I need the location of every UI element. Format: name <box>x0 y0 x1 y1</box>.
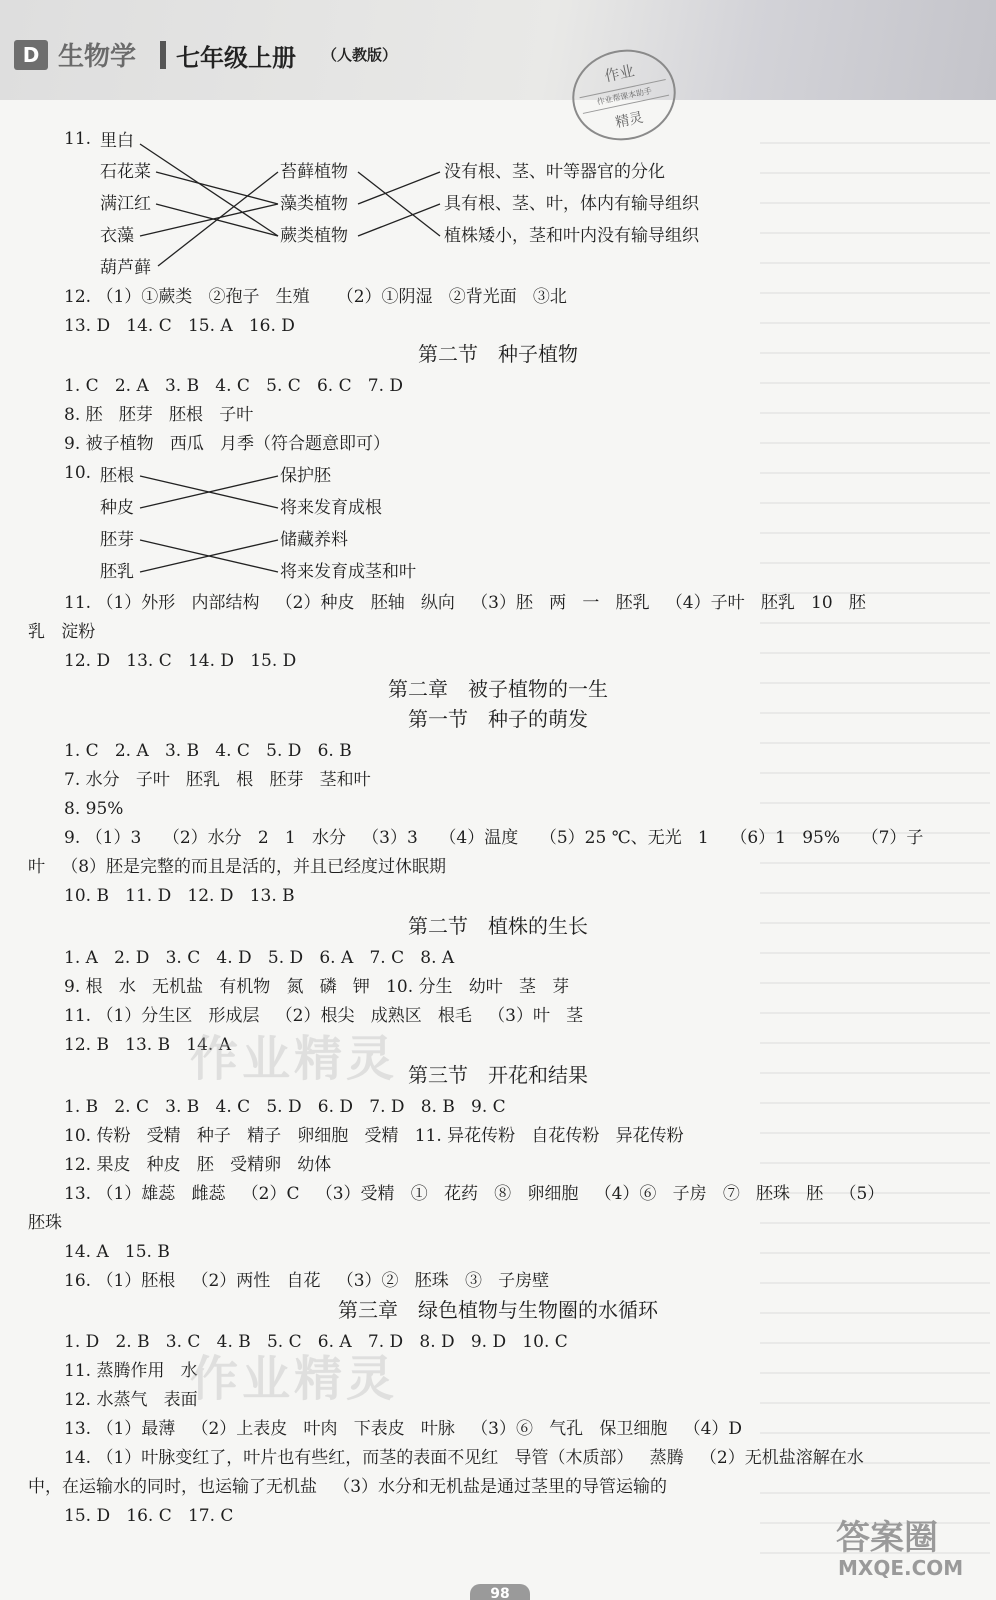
site-logo <box>836 1510 976 1592</box>
group-item: 蕨类植物 <box>280 226 348 246</box>
answer-line: 11. 蒸腾作用 水 <box>64 1361 198 1381</box>
answer-line: 9. 被子植物 西瓜 月季（符合题意即可） <box>64 434 391 454</box>
watermark-text: 作业精灵 <box>190 1031 399 1087</box>
page-number: 98 <box>470 1584 530 1600</box>
answer-line: 胚珠 <box>28 1213 62 1233</box>
answer-line: 13. D 14. C 15. A 16. D <box>64 316 295 336</box>
answer-line: 14. A 15. B <box>64 1242 170 1262</box>
series-badge: D <box>14 40 48 70</box>
answer-line: 叶 （8）胚是完整的而且是活的，并且已经度过休眠期 <box>28 857 447 877</box>
plant-item: 里白 <box>100 131 134 151</box>
answer-line: 16. （1）胚根 （2）两性 自花 （3）② 胚珠 ③ 子房壁 <box>64 1271 550 1291</box>
answer-line: 11. （1）外形 内部结构 （2）种皮 胚轴 纵向 （3）胚 两 一 胚乳 （4）子叶 胚乳 10 胚 <box>64 593 866 613</box>
seed-part: 胚芽 <box>100 530 134 550</box>
seed-function: 将来发育成茎和叶 <box>280 562 416 582</box>
answer-line: 15. D 16. C 17. C <box>64 1506 234 1526</box>
answer-line: 14. （1）叶脉变红了，叶片也有些红，而茎的表面不见红 导管（木质部） 蒸腾 （2）无机盐溶解在水 <box>64 1448 864 1468</box>
seed-part: 胚乳 <box>100 562 134 582</box>
seed-function: 保护胚 <box>280 466 331 486</box>
trait-item: 具有根、茎、叶，体内有输导组织 <box>444 194 699 214</box>
answer-line: 1. D 2. B 3. C 4. B 5. C 6. A 7. D 8. D 9. D 10. C <box>64 1332 568 1352</box>
q11-number: 11. <box>64 129 92 149</box>
plant-item: 衣藻 <box>100 226 134 246</box>
answer-line: 10. B 11. D 12. D 13. B <box>64 886 295 906</box>
seed-part: 种皮 <box>100 498 134 518</box>
answer-line: 8. 胚 胚芽 胚根 子叶 <box>64 405 254 425</box>
answer-line: 7. 水分 子叶 胚乳 根 胚芽 茎和叶 <box>64 770 371 790</box>
answer-line: 13. （1）雄蕊 雌蕊 （2）C （3）受精 ① 花药 ⑧ 卵细胞 （4）⑥ 子房 ⑦ 胚珠 胚 （5） <box>64 1184 885 1204</box>
answer-line: 9. 根 水 无机盐 有机物 氮 磷 钾 10. 分生 幼叶 茎 芽 <box>64 977 570 997</box>
q10-number: 10. <box>64 463 92 483</box>
answer-line: 1. B 2. C 3. B 4. C 5. D 6. D 7. D 8. B 9. C <box>64 1097 506 1117</box>
chapter-heading: 第三章 绿色植物与生物圈的水循环 <box>338 1298 658 1322</box>
subject-title: 生物学 <box>58 42 137 72</box>
site-logo-name: 答案圈 <box>836 1518 938 1558</box>
answer-line: 12. （1）①蕨类 ②孢子 生殖 （2）①阴湿 ②背光面 ③北 <box>64 287 567 307</box>
watermark-text: 作业精灵 <box>190 1351 399 1407</box>
plant-item: 石花菜 <box>100 162 151 182</box>
stamp-bottom-text: 精灵 <box>614 109 645 132</box>
trait-item: 没有根、茎、叶等器官的分化 <box>444 162 665 182</box>
answer-line: 8. 95% <box>64 799 124 819</box>
stamp-top-text: 作业 <box>602 61 636 86</box>
answer-line: 1. C 2. A 3. B 4. C 5. D 6. B <box>64 741 352 761</box>
section-heading: 第二节 种子植物 <box>418 342 578 366</box>
answer-line: 12. 果皮 种皮 胚 受精卵 幼体 <box>64 1155 332 1175</box>
chapter-heading: 第二章 被子植物的一生 <box>388 677 608 701</box>
section-heading: 第二节 植株的生长 <box>408 914 588 938</box>
trait-item: 植株矮小，茎和叶内没有输导组织 <box>444 226 699 246</box>
q10-match-lines <box>0 0 996 600</box>
section-heading: 第三节 开花和结果 <box>408 1063 588 1087</box>
plant-item: 满江红 <box>100 194 151 214</box>
seed-function: 储藏养料 <box>280 530 348 550</box>
section-heading: 第一节 种子的萌发 <box>408 707 588 731</box>
answer-line: 12. D 13. C 14. D 15. D <box>64 651 297 671</box>
answer-line: 1. C 2. A 3. B 4. C 5. C 6. C 7. D <box>64 376 404 396</box>
answer-line: 9. （1）3 （2）水分 2 1 水分 （3）3 （4）温度 （5）25 ℃、无光 1 （6）1 95% （7）子 <box>64 828 924 848</box>
answer-line: 13. （1）最薄 （2）上表皮 叶肉 下表皮 叶脉 （3）⑥ 气孔 保卫细胞 （4）D <box>64 1419 743 1439</box>
grade-title: 七年级上册 <box>176 43 296 72</box>
answer-line: 中，在运输水的同时，也运输了无机盐 （3）水分和无机盐是通过茎里的导管运输的 <box>28 1477 668 1497</box>
seed-function: 将来发育成根 <box>280 498 382 518</box>
edition-label: （人教版） <box>322 46 398 64</box>
answer-line: 1. A 2. D 3. C 4. D 5. D 6. A 7. C 8. A <box>64 948 455 968</box>
stamp-middle-text: 作业帮课本助手 <box>580 79 670 114</box>
answer-line: 11. （1）分生区 形成层 （2）根尖 成熟区 根毛 （3）叶 茎 <box>64 1006 584 1026</box>
answer-line: 10. 传粉 受精 种子 精子 卵细胞 受精 11. 异花传粉 自花传粉 异花传粉 <box>64 1126 684 1146</box>
answer-line: 12. B 13. B 14. A <box>64 1035 232 1055</box>
answer-line: 12. 水蒸气 表面 <box>64 1390 198 1410</box>
answer-line: 乳 淀粉 <box>28 622 96 642</box>
plant-item: 葫芦藓 <box>100 258 151 278</box>
group-item: 藻类植物 <box>280 194 348 214</box>
seed-part: 胚根 <box>100 466 134 486</box>
group-item: 苔藓植物 <box>280 162 348 182</box>
site-logo-url: MXQE.COM <box>838 1556 964 1580</box>
